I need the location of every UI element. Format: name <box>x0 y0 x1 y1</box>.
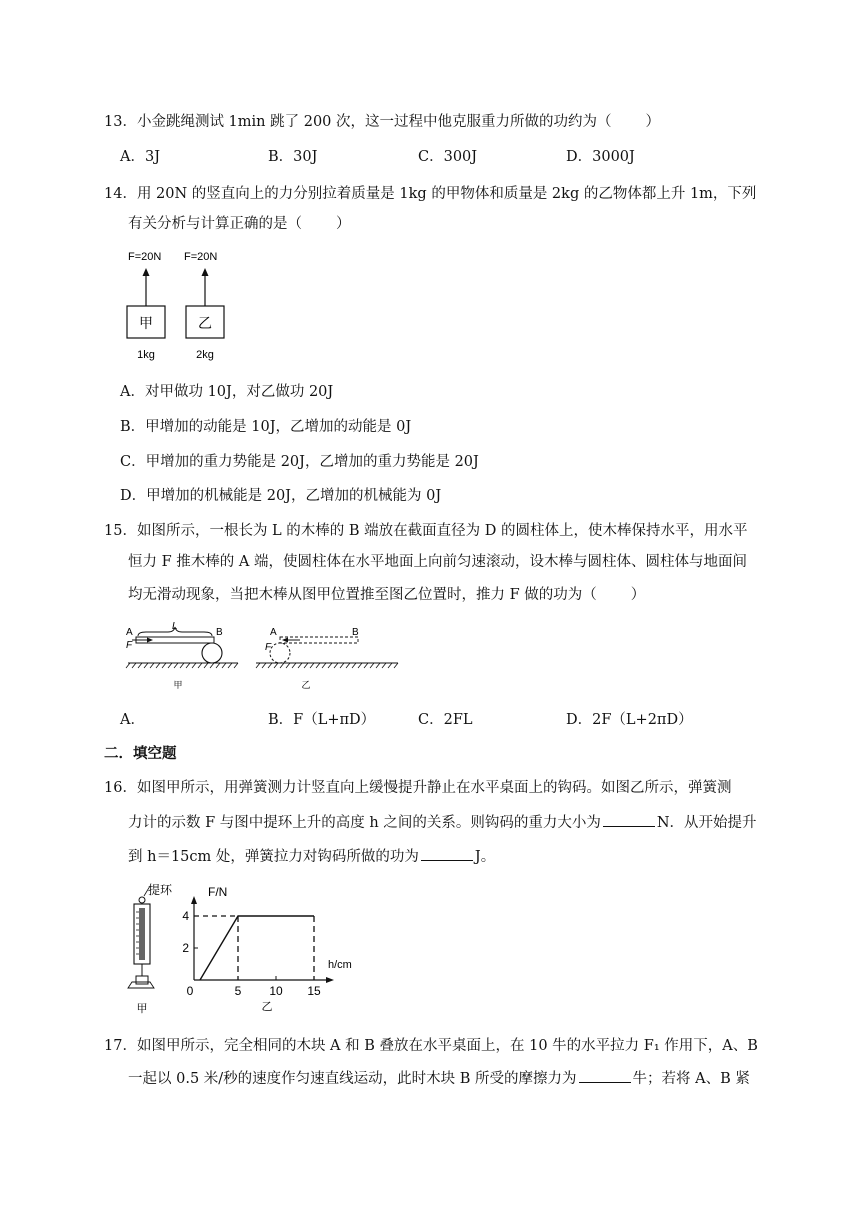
q15-option-d: D．2F（L+2πD） <box>566 712 693 728</box>
q15-option-b: B．F（L+πD） <box>268 712 376 728</box>
q16-graph-ylabel: F/N <box>208 885 228 899</box>
q16-ring-label: 提环 <box>148 883 173 897</box>
q15-close-paren: ） <box>630 587 646 603</box>
q14-arrowhead-b <box>202 268 209 276</box>
q15-label-f2: F <box>265 642 272 653</box>
q14-line-1 <box>104 182 756 203</box>
q16-graph-xtick-10: 10 <box>269 984 283 998</box>
q15-cylinder-yi <box>270 643 290 663</box>
q14-figure <box>120 248 240 366</box>
q16-spring-scale-slot <box>139 908 145 960</box>
q13-option-c: C．300J <box>418 149 478 165</box>
q15-ground-hatch-yi <box>256 663 398 668</box>
q15-caption-yi: 乙 <box>301 680 311 690</box>
q14-box-label-jia: 甲 <box>139 315 153 331</box>
q14-option-a: A．对甲做功 10J，对乙做功 20J <box>120 384 334 400</box>
q15-line-3 <box>128 583 645 604</box>
q16-caption-yi: 乙 <box>261 1001 273 1013</box>
q17-text-2a: 一起以 0.5 米/秒的速度作匀速直线运动，此时木块 B 所受的摩擦力为 <box>128 1071 577 1087</box>
q16-graph-xtick-15: 15 <box>307 984 321 998</box>
q16-text-2a: 力计的示数 F 与图中提环上升的高度 h 之间的关系。则钩码的重力大小为 <box>128 815 601 831</box>
q17-number: 17． <box>104 1038 137 1054</box>
q16-caption-jia: 甲 <box>136 1003 148 1015</box>
q14-close-paren: ） <box>336 216 351 232</box>
q14-number: 14． <box>104 186 137 202</box>
q17-line-2 <box>128 1067 750 1088</box>
q15-text-3: 均无滑动现象，当把木棒从图甲位置推至图乙位置时，推力 F 做的功为（ <box>128 587 597 603</box>
q15-label-a2: A <box>270 627 277 638</box>
q14-line-2 <box>128 212 351 233</box>
q15-force-arrowhead-yi <box>282 638 288 643</box>
section-title-fill-in: 二．填空题 <box>104 746 177 762</box>
q15-label-f1: F <box>126 640 133 651</box>
q14-option-c: C．甲增加的重力势能是 20J，乙增加的重力势能是 20J <box>120 454 479 470</box>
q13-option-a: A．3J <box>120 149 161 165</box>
q16-force-height-graph <box>180 882 360 1018</box>
q15-label-l1: L <box>172 621 178 632</box>
q13-text: 小金跳绳测试 1min 跳了 200 次，这一过程中他克服重力所做的功约为（ <box>136 114 612 130</box>
q15-figure <box>120 620 400 695</box>
q16-line-2 <box>128 811 757 832</box>
q16-hook-weight <box>136 976 148 984</box>
q16-text-2b: N．从开始提升 <box>656 815 757 831</box>
q16-blank-1[interactable] <box>603 812 655 827</box>
q15-number: 15． <box>104 523 137 539</box>
q16-blank-2[interactable] <box>421 846 473 861</box>
q16-apparatus-figure <box>124 882 184 1018</box>
q17-blank-1[interactable] <box>579 1068 631 1083</box>
q16-line-3 <box>128 845 495 866</box>
q16-text-3b: J。 <box>474 849 496 865</box>
q15-option-c: C．2FL <box>418 712 473 728</box>
q16-graph-xtick-5: 5 <box>234 984 242 998</box>
q13-option-b: B．30J <box>268 149 318 165</box>
q14-box-label-yi: 乙 <box>198 315 212 331</box>
q14-arrowhead-a <box>143 268 150 276</box>
q14-force-label-a: F=20N <box>128 251 162 263</box>
q15-text-1: 如图所示，一根长为 L 的木棒的 B 端放在截面直径为 D 的圆柱体上，使木棒保持水平，用水平 <box>136 523 748 539</box>
q14-option-b: B．甲增加的动能是 10J，乙增加的动能是 0J <box>120 419 412 435</box>
q17-text-1: 如图甲所示，完全相同的木块 A 和 B 叠放在水平桌面上，在 10 牛的水平拉力 F₁ 作用下，A、B <box>136 1038 758 1054</box>
q15-ground-hatch-jia <box>126 663 238 668</box>
q14-text-1: 用 20N 的竖直向上的力分别拉着质量是 1kg 的甲物体和质量是 2kg 的乙物体都上升 1m，下列 <box>136 186 757 202</box>
q13-close-paren: ） <box>645 114 661 130</box>
q16-graph-y-arrowhead <box>191 896 197 904</box>
q14-mass-label-a: 1kg <box>137 349 155 361</box>
q15-line-1 <box>104 519 748 540</box>
q17-text-2b: 牛；若将 A、B 紧 <box>632 1071 750 1087</box>
q16-graph-xtick-0: 0 <box>186 984 194 998</box>
q14-force-label-b: F=20N <box>184 251 218 263</box>
q16-text-1: 如图甲所示，用弹簧测力计竖直向上缓慢提升静止在水平桌面上的钩码。如图乙所示，弹簧测 <box>136 780 732 796</box>
q16-graph-x-arrowhead <box>326 977 334 983</box>
q16-graph-series-line <box>200 916 314 980</box>
q16-graph-xlabel: h/cm <box>328 959 352 971</box>
q15-option-a: A． <box>120 712 145 728</box>
q14-option-d: D．甲增加的机械能是 20J，乙增加的机械能为 0J <box>120 488 442 504</box>
q16-graph-ytick-2: 2 <box>182 941 189 955</box>
q15-label-b1: B <box>216 627 223 638</box>
q13-option-d: D．3000J <box>566 149 635 165</box>
q15-label-b2: B <box>352 627 359 638</box>
q15-label-a1: A <box>126 627 133 638</box>
q13-number: 13． <box>104 114 137 130</box>
q16-text-3a: 到 h＝15cm 处，弹簧拉力对钩码所做的功为 <box>128 849 419 865</box>
q16-graph-ytick-4: 4 <box>182 909 189 923</box>
q16-line-1 <box>104 776 731 797</box>
q15-cylinder-jia <box>202 643 222 663</box>
q17-line-1 <box>104 1034 758 1055</box>
q16-ring <box>139 897 145 903</box>
q13-stem <box>104 110 660 131</box>
q15-caption-jia: 甲 <box>173 680 183 690</box>
q14-mass-label-b: 2kg <box>196 349 214 361</box>
q16-number: 16． <box>104 780 137 796</box>
q14-text-2: 有关分析与计算正确的是（ <box>128 216 302 232</box>
q15-line-2: 恒力 F 推木棒的 A 端，使圆柱体在水平地面上向前匀速滚动，设木棒与圆柱体、圆柱体与地面间 <box>128 554 747 570</box>
